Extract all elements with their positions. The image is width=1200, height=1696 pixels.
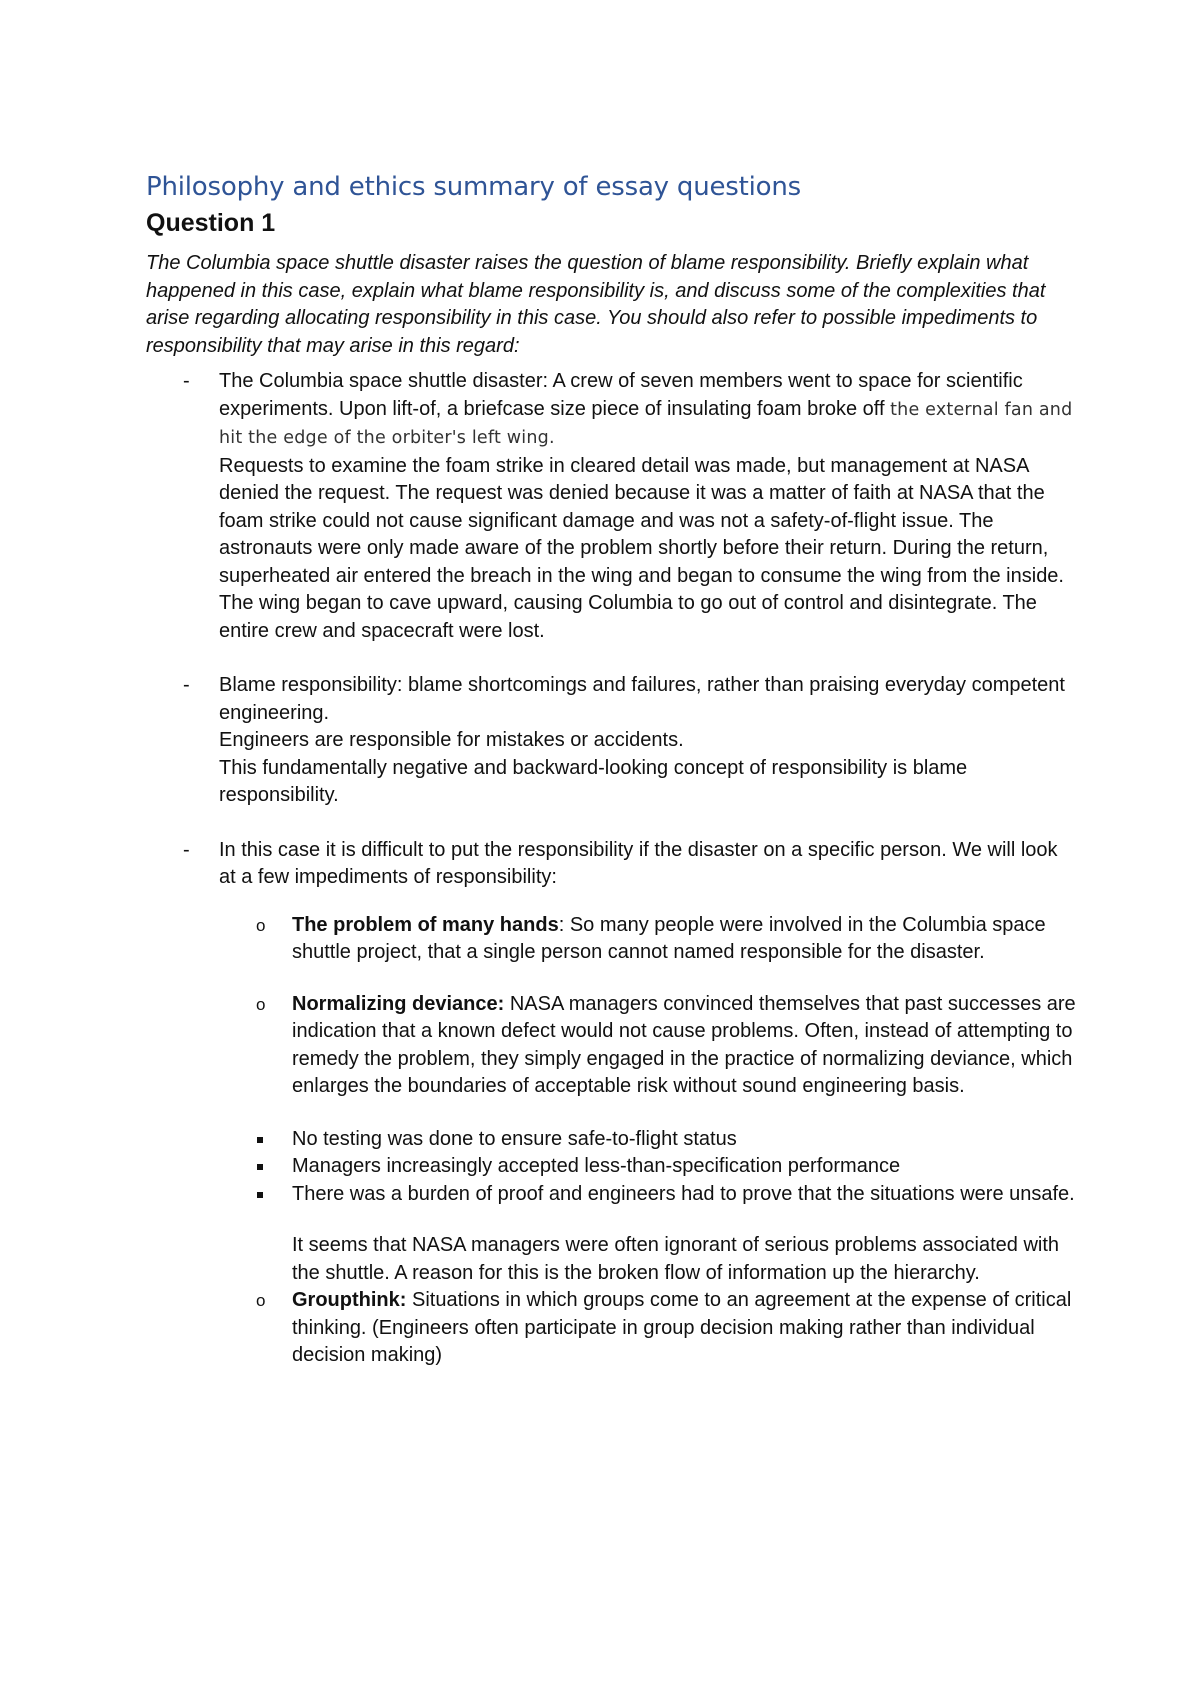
question-heading: Question 1 — [146, 209, 276, 237]
deviance-bullets — [219, 1126, 1076, 1209]
dash-marker: - — [183, 674, 190, 696]
list-item — [219, 1126, 1076, 1154]
impediment-term: The problem of many hands — [292, 913, 559, 936]
impediment-text: NASA managers convinced themselves that past successes are indication that a known defect would not cause problems. Often, instead of attempting to remedy the problem, they simply engaged in the practice of normalizing deviance, which enlarges the boundaries of acceptable risk without sound engineering basis. — [292, 992, 1076, 1097]
impediment-normalizing-deviance — [219, 991, 1076, 1101]
list-item-impediments — [146, 837, 1076, 1370]
o-marker: o — [256, 1291, 266, 1310]
o-marker: o — [256, 915, 266, 935]
disaster-paragraph — [219, 368, 1076, 453]
impediments-intro: In this case it is difficult to put the responsibility if the disaster on a specific person. We will look at a few impediments of responsibility: — [219, 838, 1058, 888]
impediment-many-hands — [219, 912, 1076, 967]
disaster-text-continued: the external fan and hit the edge of the orbiter's left wing. — [219, 399, 1073, 448]
engineers-responsible: Engineers are responsible for mistakes or accidents. — [219, 729, 684, 751]
document-title: Philosophy and ethics summary of essay questions — [146, 172, 801, 202]
list-item-columbia-disaster — [146, 368, 1076, 645]
bullet-text: There was a burden of proof and engineers had to prove that the situations were unsafe. — [292, 1182, 1075, 1205]
list-item — [219, 1153, 1076, 1181]
impediments-list-continued — [219, 1287, 1076, 1370]
impediments-list — [219, 912, 1076, 1101]
impediment-text: Situations in which groups come to an agreement at the expense of critical thinking. (Engineers often participate in group decision making rather than individual decision making) — [292, 1289, 1072, 1366]
impediment-text: So many people were involved in the Columbia space shuttle project, that a single person cannot named responsible for the disaster. — [292, 913, 1046, 963]
square-bullet-icon — [257, 1192, 263, 1198]
list-item — [219, 1181, 1076, 1209]
disaster-text: The Columbia space shuttle disaster: A crew of seven members went to space for scientific experiments. Upon lift-of, a briefcase size piece of insulating foam broke off — [219, 370, 1023, 420]
square-bullet-icon — [257, 1164, 263, 1170]
list-item-blame-responsibility — [146, 672, 1076, 810]
blame-concept: This fundamentally negative and backward-looking concept of responsibility is blame responsibility. — [219, 756, 968, 806]
deviance-followup: It seems that NASA managers were often ignorant of serious problems associated with the shuttle. A reason for this is the broken flow of information up the hierarchy. — [292, 1234, 1060, 1284]
o-marker: o — [256, 994, 266, 1014]
impediment-term: Groupthink: — [292, 1289, 407, 1311]
dash-marker: - — [183, 838, 190, 861]
square-bullet-icon — [257, 1137, 263, 1143]
answer-list — [146, 368, 1076, 1370]
dash-marker: - — [183, 370, 190, 392]
impediment-groupthink — [219, 1287, 1076, 1370]
question-prompt: The Columbia space shuttle disaster raises the question of blame responsibility. Briefly explain what happened in this case, explain what blame responsibility is, and discuss some of the complexities that arise regarding allocating responsibility in this case. You should also refer to possible impediments to responsibility that may arise in this regard: — [146, 252, 1046, 357]
bullet-text: Managers increasingly accepted less-than-specification performance — [292, 1155, 901, 1177]
foam-strike-paragraph: Requests to examine the foam strike in cleared detail was made, but management at NASA denied the request. The request was denied because it was a matter of faith at NASA that the foam strike could not cause significant damage and was not a safety-of-flight issue. The astronauts were only made aware of the problem shortly before their return. During the return, superheated air entered the breach in the wing and began to consume the wing from the inside. The wing began to cave upward, causing Columbia to go out of control and disintegrate. The entire crew and spacecraft were lost. — [219, 454, 1064, 642]
bullet-text: No testing was done to ensure safe-to-flight status — [292, 1127, 737, 1150]
impediment-term: Normalizing deviance: — [292, 992, 505, 1015]
blame-definition: Blame responsibility: blame shortcomings and failures, rather than praising everyday competent engineering. — [219, 674, 1065, 724]
document-body — [146, 170, 1076, 1397]
term-separator: : — [558, 913, 570, 936]
